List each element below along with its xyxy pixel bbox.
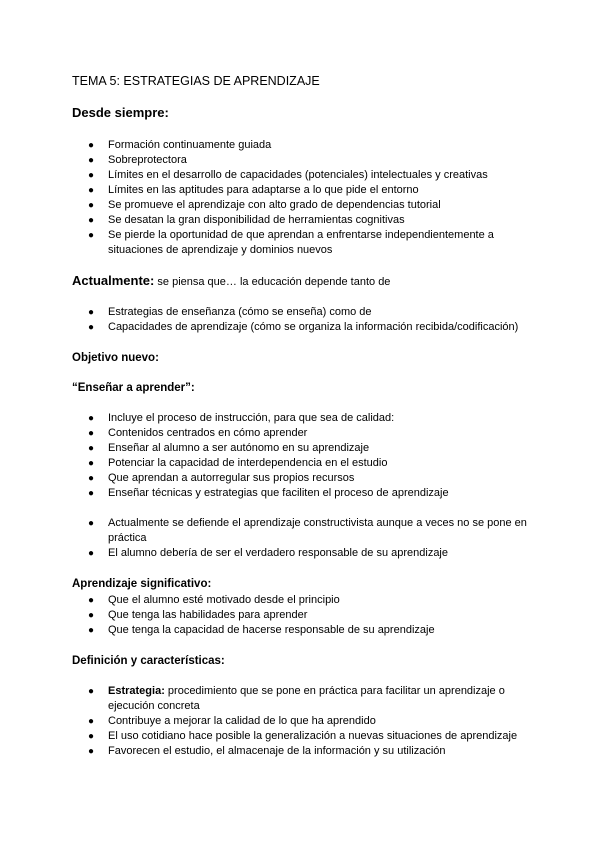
list-item: ● Se promueve el aprendizaje con alto grado de dependencias tutorial xyxy=(88,199,441,211)
actualmente-paragraph xyxy=(72,272,390,291)
bullet-icon: ● xyxy=(88,731,95,742)
estrategia-definition: procedimiento que se pone en práctica para facilitar un aprendizaje o ejecución concreta xyxy=(108,685,505,712)
bullet-icon: ● xyxy=(88,428,95,439)
heading-definicion: Definición y características: xyxy=(72,655,225,667)
bullet-icon: ● xyxy=(88,443,95,454)
estrategia-term: Estrategia: xyxy=(108,685,165,697)
actualmente-lead: Actualmente: xyxy=(72,273,155,288)
bullet-icon: ● xyxy=(88,595,95,606)
bullet-icon: ● xyxy=(88,473,95,484)
bullet-icon: ● xyxy=(88,140,95,151)
bullet-icon: ● xyxy=(88,746,95,757)
heading-ensenar-a-aprender: “Enseñar a aprender”: xyxy=(72,382,195,394)
bullet-icon: ● xyxy=(88,155,95,166)
bullet-icon: ● xyxy=(88,458,95,469)
heading-desde-siempre: Desde siempre: xyxy=(72,105,169,120)
document-title: TEMA 5: ESTRATEGIAS DE APRENDIZAJE xyxy=(72,74,320,88)
list-item: ● Potenciar la capacidad de interdependencia en el estudio xyxy=(88,457,388,469)
list-aprendizaje-significativo xyxy=(0,593,600,638)
list-item: ● Límites en las aptitudes para adaptarse a lo que pide el entorno xyxy=(88,184,419,196)
list-ensenar-notes xyxy=(0,516,600,561)
bullet-icon: ● xyxy=(88,170,95,181)
list-item: ● Que tenga la capacidad de hacerse responsable de su aprendizaje xyxy=(88,624,435,636)
list-item: ● Se pierde la oportunidad de que aprendan a enfrentarse independientemente a situaciones de aprendizaje y dominios nuevos xyxy=(88,229,494,256)
list-item: ● Contenidos centrados en cómo aprender xyxy=(88,427,308,439)
bullet-icon: ● xyxy=(88,488,95,499)
list-actualmente xyxy=(0,305,600,335)
bullet-icon: ● xyxy=(88,307,95,318)
list-item: ● Enseñar al alumno a ser autónomo en su aprendizaje xyxy=(88,442,370,454)
list-item xyxy=(0,684,600,714)
list-item: ● Que el alumno esté motivado desde el principio xyxy=(88,594,340,606)
list-item: ● El alumno debería de ser el verdadero responsable de su aprendizaje xyxy=(88,547,448,559)
list-item: ● Contribuye a mejorar la calidad de lo que ha aprendido xyxy=(88,715,376,727)
list-ensenar-a-aprender xyxy=(0,411,600,501)
bullet-icon: ● xyxy=(88,322,95,333)
heading-aprendizaje-significativo: Aprendizaje significativo: xyxy=(72,578,212,590)
list-item: ● El uso cotidiano hace posible la generalización a nuevas situaciones de aprendizaje xyxy=(88,730,518,742)
bullet-icon: ● xyxy=(88,413,95,424)
heading-objetivo-nuevo: Objetivo nuevo: xyxy=(72,352,159,364)
list-item: ● Se desatan la gran disponibilidad de herramientas cognitivas xyxy=(88,214,405,226)
list-item: ● Capacidades de aprendizaje (cómo se organiza la información recibida/codificación) xyxy=(88,321,519,333)
list-item: ● Actualmente se defiende el aprendizaje constructivista aunque a veces no se pone en práctica xyxy=(88,517,527,544)
list-item: ● Incluye el proceso de instrucción, para que sea de calidad: xyxy=(88,412,395,424)
bullet-icon: ● xyxy=(88,185,95,196)
bullet-icon: ● xyxy=(88,200,95,211)
list-desde-siempre xyxy=(0,138,600,258)
bullet-icon: ● xyxy=(88,518,95,529)
bullet-icon: ● xyxy=(88,686,95,697)
actualmente-text: se piensa que… la educación depende tanto de xyxy=(154,276,391,288)
bullet-icon: ● xyxy=(88,610,95,621)
list-item: ● Formación continuamente guiada xyxy=(88,139,272,151)
list-item: ● Que tenga las habilidades para aprender xyxy=(88,609,308,621)
list-item: ● Enseñar técnicas y estrategias que faciliten el proceso de aprendizaje xyxy=(88,487,449,499)
bullet-icon: ● xyxy=(88,230,95,241)
bullet-icon: ● xyxy=(88,548,95,559)
list-item: ● Sobreprotectora xyxy=(88,154,187,166)
list-item: ● Estrategias de enseñanza (cómo se enseña) como de xyxy=(88,306,372,318)
list-item: ● Que aprendan a autorregular sus propios recursos xyxy=(88,472,355,484)
list-item: ● Límites en el desarrollo de capacidades (potenciales) intelectuales y creativas xyxy=(88,169,488,181)
list-item: ● Favorecen el estudio, el almacenaje de la información y su utilización xyxy=(88,745,446,757)
list-definicion xyxy=(0,684,600,759)
bullet-icon: ● xyxy=(88,215,95,226)
bullet-icon: ● xyxy=(88,625,95,636)
bullet-icon: ● xyxy=(88,716,95,727)
